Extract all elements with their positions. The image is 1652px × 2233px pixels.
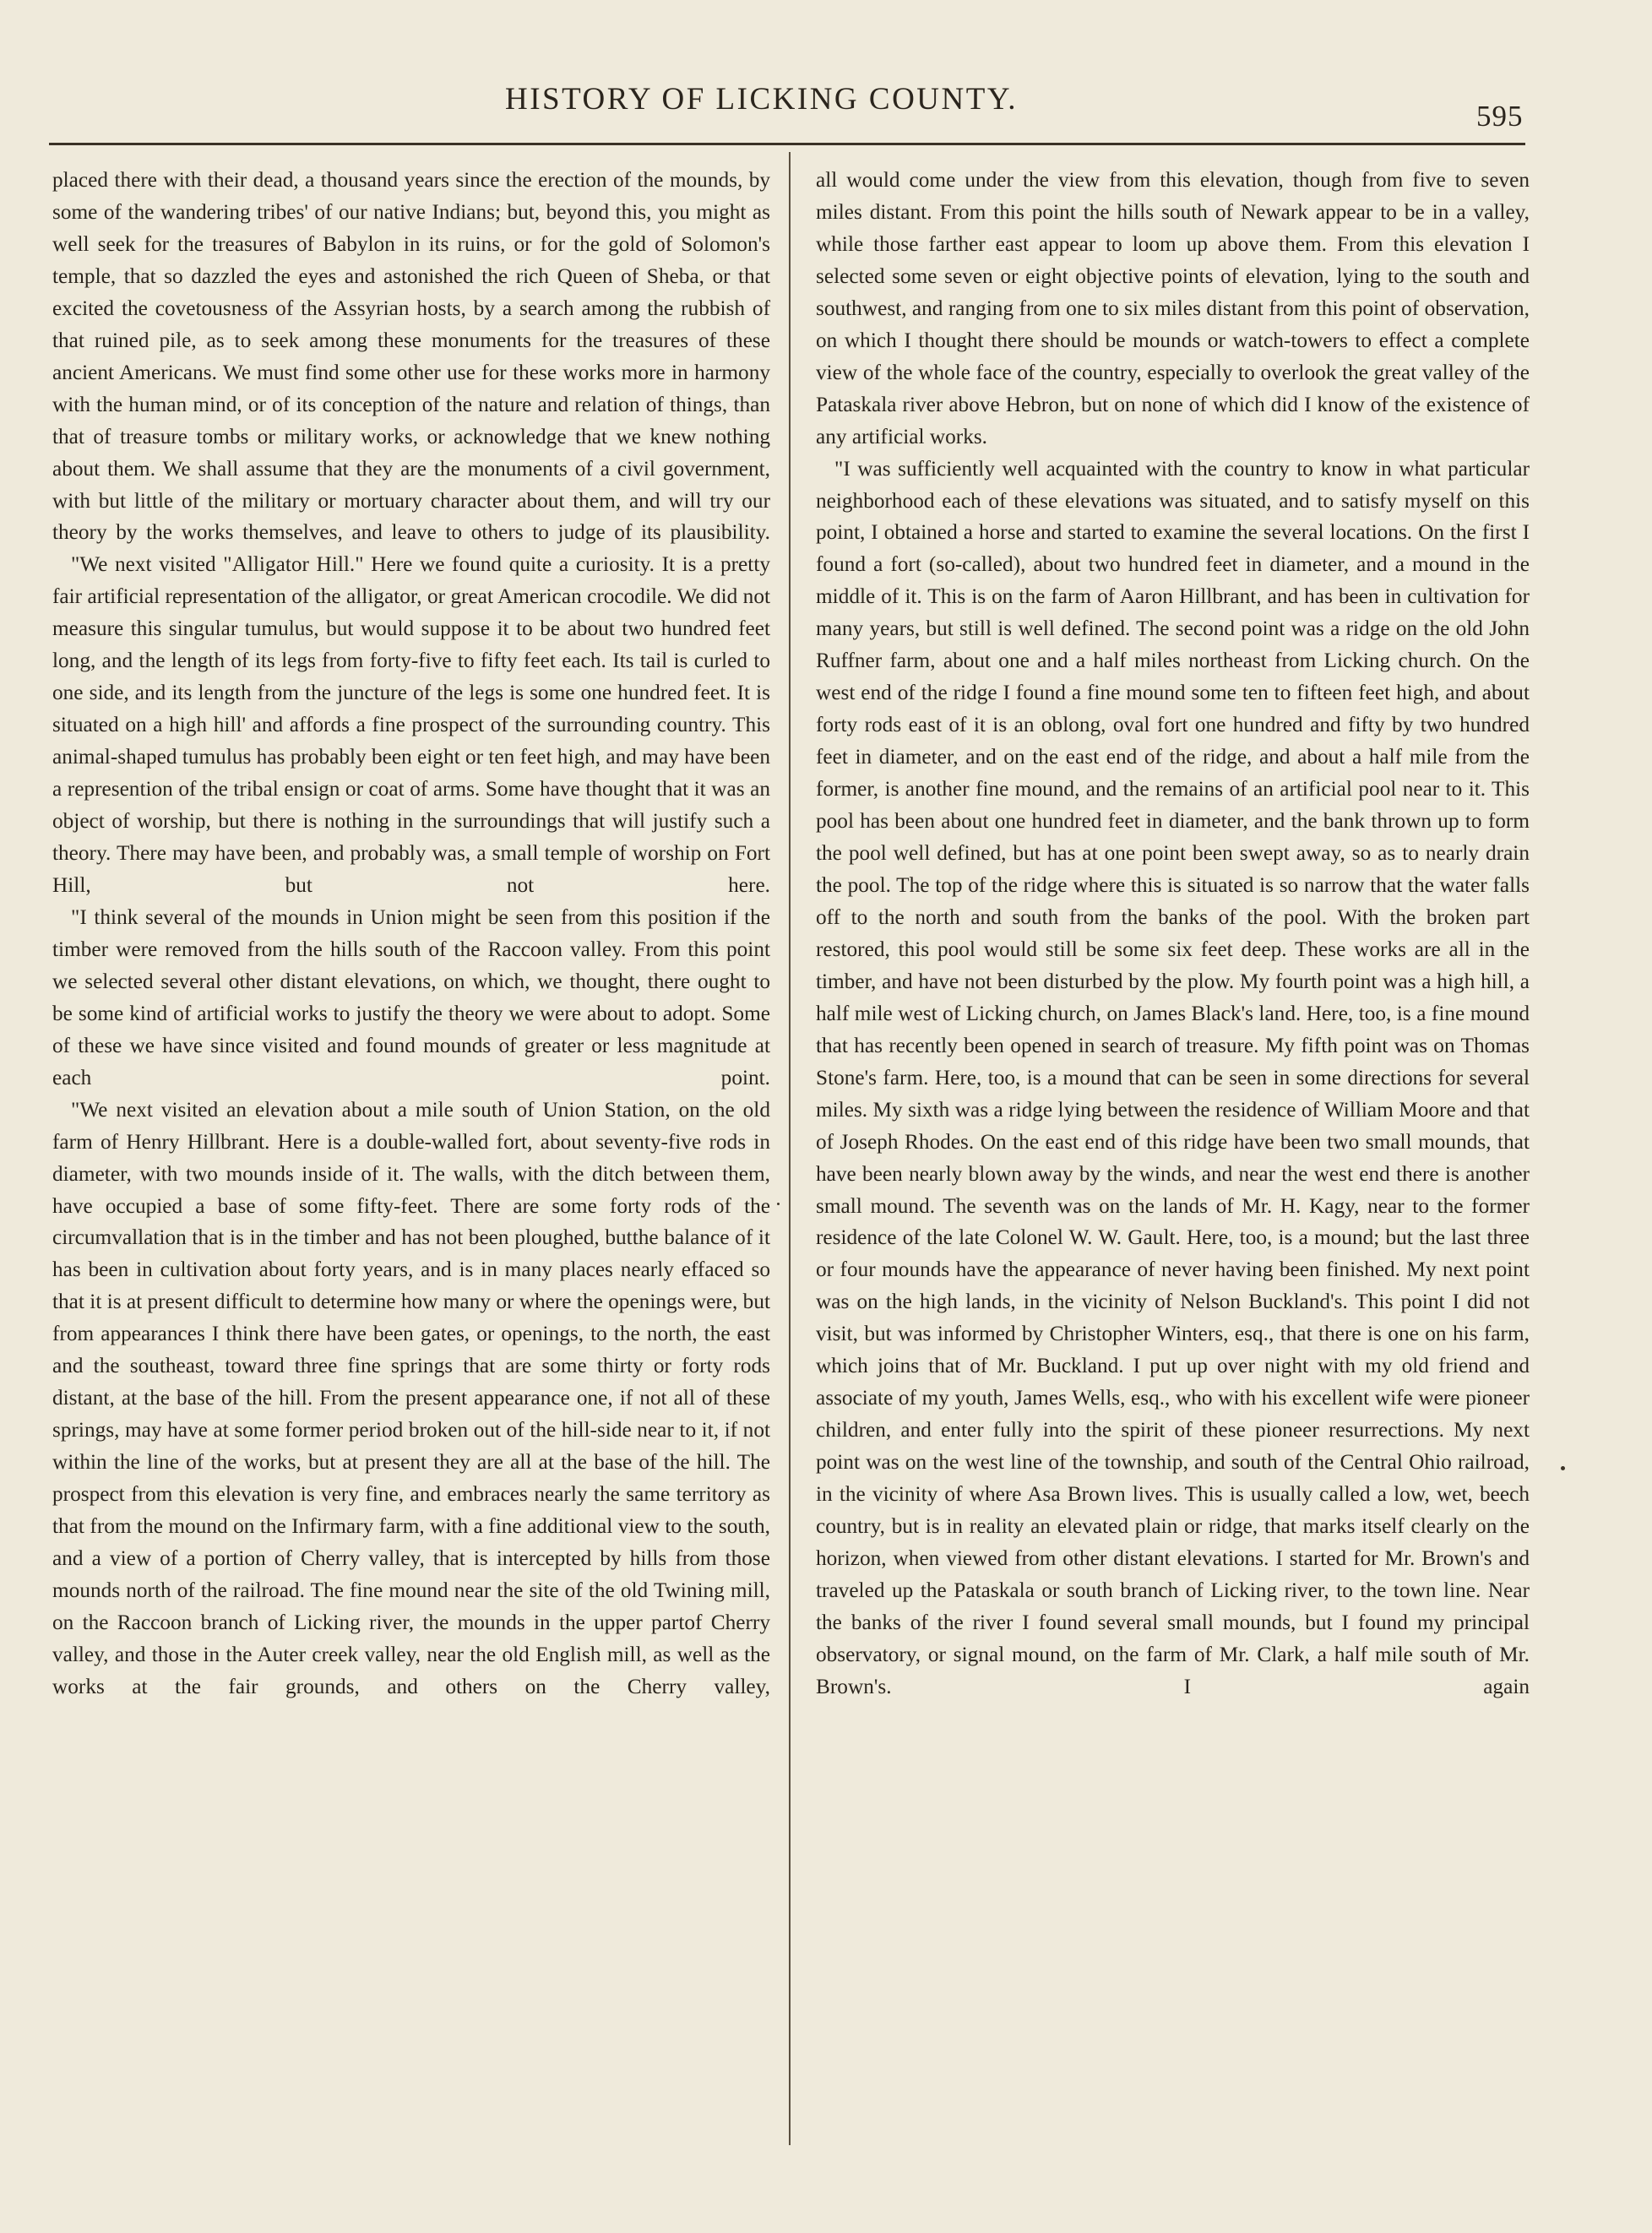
page-number: 595: [1476, 100, 1524, 133]
paragraph: "We next visited an elevation about a mile south of Union Station, on the old farm of Henry Hillbrant. Here is a double-walled fort, about seventy-five rods in diameter, with two mounds inside of it. The walls, with the ditch between them, have occupied a base of some fifty-feet. There are some forty rods of the circumvallation that is in the timber and has not been ploughed, butthe balance of it has been in cultivation about forty years, and is in many places nearly effaced so that it is at present difficult to determine how many or where the openings were, but from appearances I think there have been gates, or openings, to the north, the east and the southeast, toward three fine springs that are some thirty or forty rods distant, at the base of the hill. From the present appearance one, if not all of these springs, may have at some former period broken out of the hill-side near to it, if not within the line of the works, but at present they are all at the base of the hill. The prospect from this elevation is very fine, and embraces nearly the same territory as that from the mound on the Infirmary farm, with a fine additional view to the south, and a view of a portion of Cherry valley, that is intercepted by hills from those mounds north of the railroad. The fine mound near the site of the old Twining mill, on the Raccoon branch of Licking river, the mounds in the upper partof Cherry valley, and those in the Auter creek valley, near the old English mill, as well as the works at the fair grounds, and others on the Cherry valley,: [52, 1097, 770, 1698]
paragraph: placed there with their dead, a thousand years since the erection of the mounds, by some of the wandering tribes' of our native Indians; but, beyond this, you might as well seek for the treasures of Babylon in its ruins, or for the gold of Solomon's temple, that so dazzled the eyes and astonished the rich Queen of Sheba, or that excited the covetousness of the Assyrian hosts, by a search among the rubbish of that ruined pile, as to seek among these monuments for the treasures of these ancient Americans. We must find some other use for these works more in harmony with the human mind, or of its conception of the nature and relation of things, than that of treasure tombs or military works, or acknowledge that we knew nothing about them. We shall assume that they are the monuments of a civil government, with but little of the military or mortuary character about them, and will try our theory by the works themselves, and leave to others to judge of its plausibility.: [52, 168, 770, 545]
right-column: [816, 165, 1530, 1703]
running-head: HISTORY OF LICKING COUNTY.: [505, 82, 1019, 117]
paragraph: "I think several of the mounds in Union might be seen from this position if the timber were removed from the hills south of the Raccoon valley. From this point we selected several other distant elevations, on which, we thought, there ought to be some kind of artificial works to justify the theory we were about to adopt. Some of these we have since visited and found mounds of greater or less magnitude at each point.: [52, 905, 770, 1089]
paragraph: all would come under the view from this elevation, though from five to seven miles distant. From this point the hills south of Newark appear to be in a valley, while those farther east appear to loom up above them. From this elevation I selected some seven or eight objective points of elevation, lying to the south and southwest, and ranging from one to six miles distant from this point of observation, on which I thought there should be mounds or watch-towers to effect a complete view of the whole face of the country, especially to overlook the great valley of the Pataskala river above Hebron, but on none of which did I know of the existence of any artificial works.: [816, 168, 1530, 448]
header-rule: [49, 143, 1525, 145]
left-column: [52, 165, 770, 1703]
margin-dot: [777, 1203, 780, 1205]
paragraph: "We next visited "Alligator Hill." Here we found quite a curiosity. It is a pretty fair artificial representation of the alligator, or great American crocodile. We did not measure this singular tumulus, but would suppose it to be about two hundred feet long, and the length of its legs from forty-five to fifty feet each. Its tail is curled to one side, and its length from the juncture of the legs is some one hundred feet. It is situated on a high hill' and affords a fine prospect of the surrounding country. This animal-shaped tumulus has probably been eight or ten feet high, and may have been a represention of the tribal ensign or coat of arms. Some have thought that it was an object of worship, but there is nothing in the surroundings that will justify such a theory. There may have been, and probably was, a small temple of worship on Fort Hill, but not here.: [52, 552, 770, 897]
margin-dot: [1561, 1466, 1565, 1470]
page-header: [0, 81, 1652, 135]
paragraph: "I was sufficiently well acquainted with the country to know in what particular neighborhood each of these elevations was situated, and to satisfy myself on this point, I obtained a horse and started to examine the several locations. On the first I found a fort (so-called), about two hundred feet in diameter, and a mound in the middle of it. This is on the farm of Aaron Hillbrant, and has been in cultivation for many years, but still is well defined. The second point was a ridge on the old John Ruffner farm, about one and a half miles northeast from Licking church. On the west end of the ridge I found a fine mound some ten to fifteen feet high, and about forty rods east of it is an oblong, oval fort one hundred and fifty by two hundred feet in diameter, and on the east end of the ridge, and about a half mile from the former, is another fine mound, and the remains of an artificial pool near to it. This pool has been about one hundred feet in diameter, and the bank thrown up to form the pool well defined, but has at one point been swept away, so as to nearly drain the pool. The top of the ridge where this is situated is so narrow that the water falls off to the north and south from the banks of the pool. With the broken part restored, this pool would still be some six feet deep. These works are all in the timber, and have not been disturbed by the plow. My fourth point was a high hill, a half mile west of Licking church, on James Black's land. Here, too, is a fine mound that has recently been opened in search of treasure. My fifth point was on Thomas Stone's farm. Here, too, is a mound that can be seen in some directions for several miles. My sixth was a ridge lying between the residence of William Moore and that of Joseph Rhodes. On the east end of this ridge have been two small mounds, that have been nearly blown away by the winds, and near the west end there is another small mound. The seventh was on the lands of Mr. H. Kagy, near to the former residence of the late Colonel W. W. Gault. Here, too, is a mound; but the last three or four mounds have the appearance of never having been finished. My next point was on the high lands, in the vicinity of Nelson Buckland's. This point I did not visit, but was informed by Christopher Winters, esq., that there is one on his farm, which joins that of Mr. Buckland. I put up over night with my old friend and associate of my youth, James Wells, esq., who with his excellent wife were pioneer children, and enter fully into the spirit of these pioneer resurrections. My next point was on the west line of the township, and south of the Central Ohio railroad, in the vicinity of where Asa Brown lives. This is usually called a low, wet, beech country, but is in reality an elevated plain or ridge, that marks itself clearly on the horizon, when viewed from other distant elevations. I started for Mr. Brown's and traveled up the Pataskala or south branch of Licking river, to the town line. Near the banks of the river I found several small mounds, but I found my principal observatory, or signal mound, on the farm of Mr. Clark, a half mile south of Mr. Brown's. I again: [816, 456, 1530, 1698]
column-divider: [789, 152, 791, 2145]
